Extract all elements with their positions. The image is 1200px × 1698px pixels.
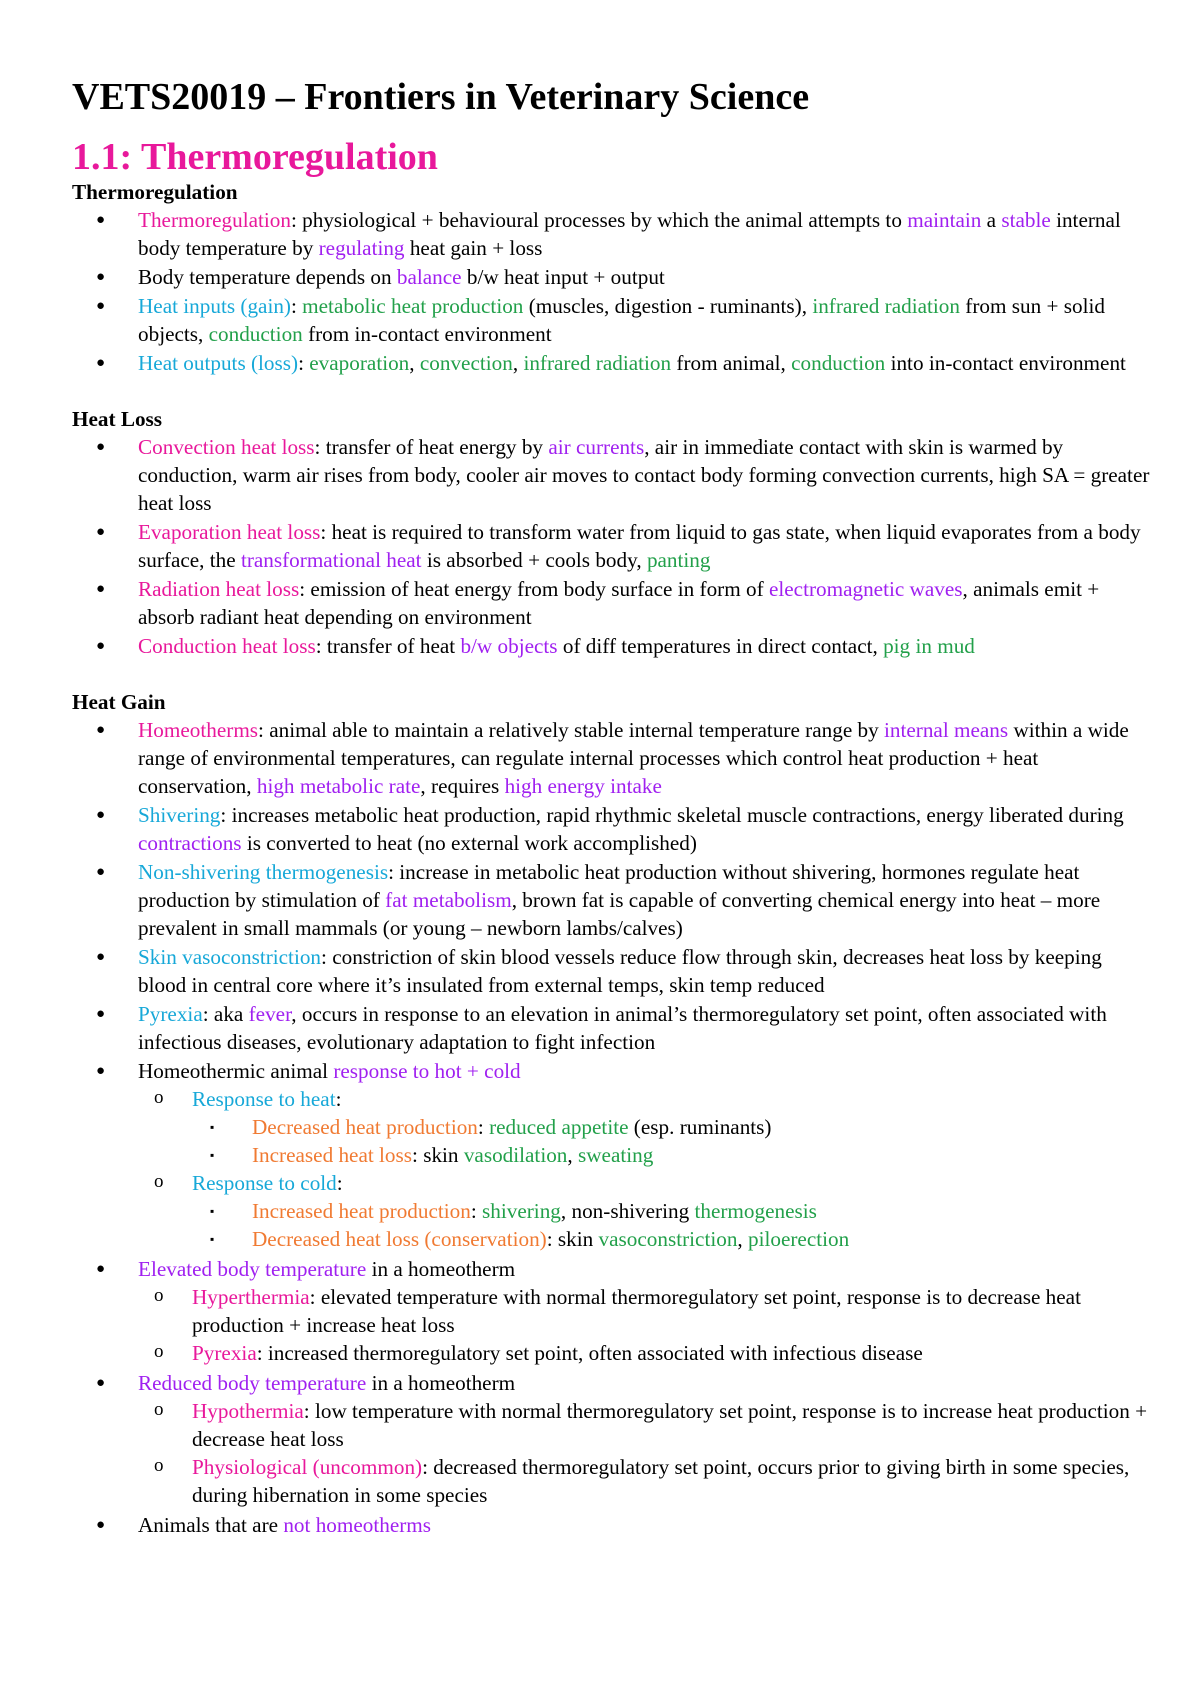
bullet-list-level-1 [72, 433, 1152, 660]
text-run: Body temperature depends on [138, 265, 397, 289]
list-item [72, 292, 1152, 348]
document-title: VETS20019 – Frontiers in Veterinary Science [72, 76, 810, 118]
highlight-term: infrared radiation [812, 294, 960, 318]
list-item-text [138, 860, 1100, 940]
highlight-term: vasoconstriction [598, 1227, 738, 1251]
list-item-text [192, 1171, 343, 1195]
highlight-term: air currents [548, 435, 645, 459]
highlight-term: fat metabolism [385, 888, 512, 912]
list-item [72, 1197, 1152, 1225]
text-run: , [737, 1227, 749, 1251]
list-item [72, 1397, 1152, 1453]
text-run: from sun + solid objects, [138, 294, 1105, 346]
text-run: is absorbed + cools body, [421, 548, 647, 572]
highlight-term: balance [396, 265, 462, 289]
bullet-marker: ● [96, 269, 106, 285]
text-run: , [409, 351, 420, 375]
text-run: : increased thermoregulatory set point, often associated with infectious disease [256, 1341, 923, 1365]
highlight-term: panting [646, 548, 711, 572]
text-run: : [336, 1171, 343, 1195]
list-item [72, 349, 1152, 377]
highlight-term: Skin vasoconstriction [138, 945, 322, 969]
bullet-marker: ● [96, 355, 106, 371]
text-run: : constriction of skin blood vessels reduce flow through skin, decreases heat loss by keeping blood in central core where it’s insulated from external temps, skin temp reduced [138, 945, 1102, 997]
text-run: : physiological + behavioural processes by which the animal attempts to [290, 208, 908, 232]
highlight-term: sweating [578, 1143, 654, 1167]
highlight-term: Heat outputs (loss) [138, 351, 299, 375]
text-run: : heat is required to transform water from liquid to gas state, when liquid evaporates from a body surface, the [138, 520, 1141, 572]
list-item-text [252, 1143, 653, 1167]
highlight-term: Evaporation heat loss [138, 520, 321, 544]
bullet-marker: ▪ [210, 1120, 215, 1134]
list-item-text [138, 1371, 515, 1395]
list-item-text [138, 945, 1102, 997]
bullet-marker: ● [96, 1261, 106, 1277]
list-item [72, 1255, 1152, 1367]
bullet-marker: ▪ [210, 1148, 215, 1162]
bullet-marker: ● [96, 638, 106, 654]
text-run: : aka [202, 1002, 249, 1026]
list-item-text [192, 1341, 923, 1365]
bullet-marker: o [154, 1341, 164, 1362]
highlight-term: Reduced body temperature [138, 1371, 367, 1395]
highlight-term: transformational heat [240, 548, 422, 572]
bullet-list-level-2 [138, 1397, 1152, 1509]
bullet-marker: ● [96, 298, 106, 314]
list-item-text [252, 1115, 772, 1139]
list-item-text [252, 1227, 849, 1251]
highlight-term: Physiological (uncommon) [192, 1455, 423, 1479]
bullet-marker: ● [96, 722, 106, 738]
highlight-term: evaporation [309, 351, 410, 375]
bullet-list-level-2 [138, 1085, 1152, 1253]
bullet-marker: ● [96, 1517, 106, 1533]
bullet-marker: ● [96, 949, 106, 965]
sections-container [72, 178, 1152, 1539]
highlight-term: Decreased heat loss (conservation) [252, 1227, 547, 1251]
list-item-text [138, 577, 1099, 629]
text-run: , animals emit + absorb radiant heat depending on environment [138, 577, 1100, 629]
list-item-text [138, 351, 1126, 375]
text-run: from in-contact environment [302, 322, 552, 346]
highlight-term: regulating [318, 236, 405, 260]
highlight-term: thermogenesis [694, 1199, 817, 1223]
highlight-term: Response to cold [192, 1171, 337, 1195]
list-item-text [192, 1399, 1147, 1451]
section-heading: Heat Loss [72, 407, 163, 431]
list-item-text [252, 1199, 817, 1223]
highlight-term: Increased heat production [252, 1199, 471, 1223]
text-run: : transfer of heat [315, 634, 461, 658]
highlight-term: metabolic heat production [302, 294, 524, 318]
list-item [72, 518, 1152, 574]
text-run: : low temperature with normal thermoregulatory set point, response is to increase heat production + decrease heat loss [192, 1399, 1148, 1451]
text-run: Homeothermic animal [138, 1059, 334, 1083]
bullet-marker: ● [96, 1375, 106, 1391]
highlight-term: Thermoregulation [138, 208, 291, 232]
list-item [72, 263, 1152, 291]
bullet-marker: ● [96, 1063, 106, 1079]
highlight-term: Convection heat loss [138, 435, 315, 459]
highlight-term: convection [419, 351, 513, 375]
list-item-text [138, 1513, 431, 1537]
bullet-marker: ● [96, 807, 106, 823]
bullet-list-level-2 [138, 1283, 1152, 1367]
bullet-marker: ● [96, 524, 106, 540]
text-run: of diff temperatures in direct contact, [557, 634, 884, 658]
list-item-text [192, 1455, 1129, 1507]
bullet-marker: o [154, 1171, 164, 1192]
list-item-text [138, 1059, 521, 1083]
highlight-term: high energy intake [504, 774, 662, 798]
bullet-marker: ● [96, 439, 106, 455]
highlight-term: conduction [208, 322, 303, 346]
bullet-marker: o [154, 1285, 164, 1306]
highlight-term: electromagnetic waves [768, 577, 963, 601]
text-run: internal body temperature by [138, 208, 1121, 260]
highlight-term: Non-shivering thermogenesis [138, 860, 389, 884]
highlight-term: Decreased heat production [252, 1115, 478, 1139]
highlight-term: reduced appetite [489, 1115, 629, 1139]
list-item [72, 1339, 1152, 1367]
highlight-term: internal means [884, 718, 1009, 742]
text-run: : increase in metabolic heat production without shivering, hormones regulate heat production by stimulation of [138, 860, 1080, 912]
bullet-list-level-1 [72, 206, 1152, 377]
highlight-term: Hyperthermia [192, 1285, 310, 1309]
list-item [72, 1283, 1152, 1339]
bullet-marker: ● [96, 581, 106, 597]
bullet-marker: ● [96, 864, 106, 880]
text-run: , occurs in response to an elevation in animal’s thermoregulatory set point, often associated with infectious diseases, evolutionary adaptation to fight infection [138, 1002, 1107, 1054]
highlight-term: conduction [791, 351, 886, 375]
text-run: into in-contact environment [885, 351, 1126, 375]
text-run: in a homeotherm [366, 1257, 516, 1281]
list-item [72, 1225, 1152, 1253]
list-item [72, 1000, 1152, 1056]
list-item [72, 858, 1152, 942]
list-item [72, 1511, 1152, 1539]
highlight-term: Elevated body temperature [138, 1257, 367, 1281]
text-run: (muscles, digestion - ruminants), [523, 294, 813, 318]
text-run: , brown fat is capable of converting chemical energy into heat – more prevalent in small mammals (or young – newborn lambs/calves) [138, 888, 1101, 940]
list-item [72, 632, 1152, 660]
list-item [72, 1113, 1152, 1141]
document-page [72, 74, 1152, 1540]
document-subtitle: 1.1: Thermoregulation [72, 136, 438, 178]
text-run: : [298, 351, 310, 375]
highlight-term: piloerection [748, 1227, 850, 1251]
text-run: : [335, 1087, 342, 1111]
list-item-text [138, 435, 1149, 515]
highlight-term: maintain [907, 208, 982, 232]
text-run: : decreased thermoregulatory set point, occurs prior to giving birth in some species, during hibernation in some species [192, 1455, 1130, 1507]
list-item-text [138, 294, 1105, 346]
list-item-text [138, 803, 1124, 855]
highlight-term: Response to heat [192, 1087, 336, 1111]
highlight-term: Shivering [138, 803, 221, 827]
list-item [72, 943, 1152, 999]
list-item-text [138, 265, 665, 289]
text-run: , air in immediate contact with skin is warmed by conduction, warm air rises from body, cooler air moves to contact body forming convection currents, high SA = greater heat loss [138, 435, 1150, 515]
highlight-term: pig in mud [883, 634, 975, 658]
section [72, 178, 1152, 377]
text-run: (esp. ruminants) [628, 1115, 772, 1139]
list-item [72, 716, 1152, 800]
text-run: : [470, 1199, 483, 1223]
bullet-marker: ● [96, 212, 106, 228]
text-run: : skin [546, 1227, 599, 1251]
text-run: , [512, 351, 524, 375]
list-item [72, 1453, 1152, 1509]
bullet-list-level-3 [192, 1113, 1152, 1169]
text-run: heat gain + loss [404, 236, 543, 260]
text-run: : transfer of heat energy by [314, 435, 549, 459]
highlight-term: Hypothermia [192, 1399, 304, 1423]
bullet-marker: ▪ [210, 1232, 215, 1246]
text-run: : [290, 294, 303, 318]
list-item-text [192, 1087, 341, 1111]
highlight-term: fever [248, 1002, 292, 1026]
list-item-text [138, 1002, 1107, 1054]
bullet-marker: o [154, 1399, 164, 1420]
bullet-marker: o [154, 1087, 164, 1108]
highlight-term: contractions [138, 831, 242, 855]
section-heading: Thermoregulation [72, 180, 238, 204]
text-run: , non-shivering [560, 1199, 695, 1223]
text-run: : emission of heat energy from body surface in form of [299, 577, 769, 601]
list-item [72, 1169, 1152, 1253]
bullet-marker: o [154, 1455, 164, 1476]
text-run: b/w heat input + output [461, 265, 665, 289]
list-item [72, 1141, 1152, 1169]
section [72, 688, 1152, 1539]
text-run: , [567, 1143, 578, 1167]
text-run: : [477, 1115, 490, 1139]
bullet-list-level-3 [192, 1197, 1152, 1253]
bullet-marker: ● [96, 1006, 106, 1022]
list-item-text [138, 718, 1129, 798]
highlight-term: Increased heat loss [252, 1143, 413, 1167]
highlight-term: Heat inputs (gain) [138, 294, 291, 318]
text-run: within a wide range of environmental temperatures, can regulate internal processes which control heat production + heat conservation, [138, 718, 1129, 798]
list-item [72, 575, 1152, 631]
section [72, 405, 1152, 660]
text-run: : elevated temperature with normal thermoregulatory set point, response is to decrease heat production + increase heat loss [192, 1285, 1081, 1337]
bullet-list-level-1 [72, 716, 1152, 1539]
highlight-term: not homeotherms [283, 1513, 432, 1537]
text-run: from animal, [671, 351, 792, 375]
list-item [72, 206, 1152, 262]
list-item-text [138, 634, 975, 658]
highlight-term: high metabolic rate [256, 774, 421, 798]
highlight-term: b/w objects [460, 634, 558, 658]
highlight-term: Radiation heat loss [138, 577, 300, 601]
list-item [72, 433, 1152, 517]
highlight-term: Pyrexia [192, 1341, 257, 1365]
highlight-term: stable [1001, 208, 1051, 232]
text-run: a [981, 208, 1002, 232]
list-item-text [192, 1285, 1081, 1337]
list-item-text [138, 208, 1121, 260]
text-run: in a homeotherm [366, 1371, 516, 1395]
list-item-text [138, 1257, 515, 1281]
bullet-marker: ▪ [210, 1204, 215, 1218]
highlight-term: Conduction heat loss [138, 634, 316, 658]
highlight-term: vasodilation [463, 1143, 568, 1167]
text-run: : increases metabolic heat production, rapid rhythmic skeletal muscle contractions, energy liberated during [220, 803, 1124, 827]
section-heading: Heat Gain [72, 690, 166, 714]
list-item [72, 1369, 1152, 1509]
text-run: is converted to heat (no external work accomplished) [241, 831, 697, 855]
text-run: : animal able to maintain a relatively stable internal temperature range by [258, 718, 884, 742]
text-run: , requires [420, 774, 505, 798]
highlight-term: Pyrexia [138, 1002, 203, 1026]
highlight-term: infrared radiation [523, 351, 672, 375]
list-item [72, 801, 1152, 857]
text-run: Animals that are [138, 1513, 284, 1537]
highlight-term: response to hot + cold [333, 1059, 521, 1083]
text-run: : skin [412, 1143, 464, 1167]
list-item [72, 1085, 1152, 1169]
list-item [72, 1057, 1152, 1253]
list-item-text [138, 520, 1141, 572]
highlight-term: shivering [482, 1199, 561, 1223]
highlight-term: Homeotherms [138, 718, 259, 742]
